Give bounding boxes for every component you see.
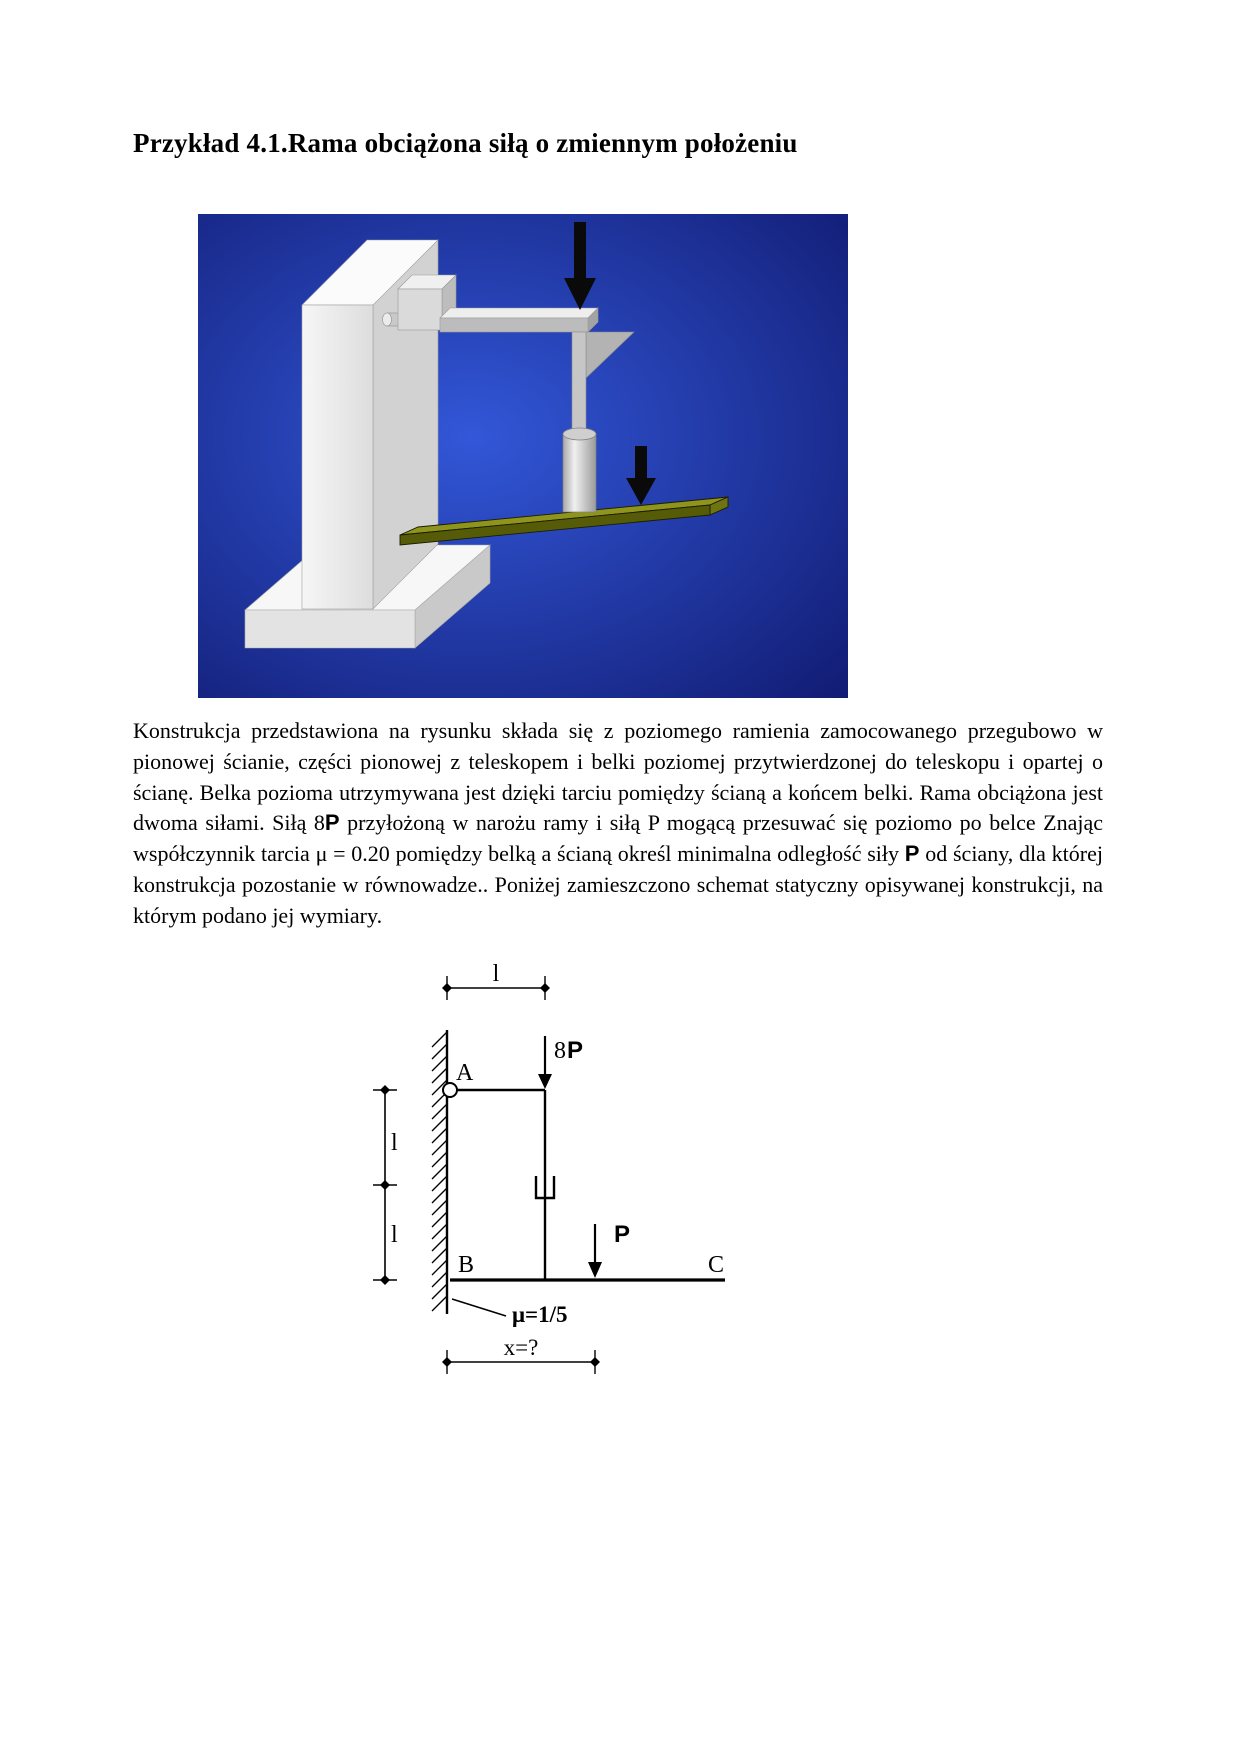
hatch-line xyxy=(432,1056,447,1071)
force-8p-symbol-label: P xyxy=(567,1037,584,1064)
paragraph-segment: Konstrukcja przedstawiona na rysunku składa się z poziomego ramienia zamocowanego przegubowo w pionowej ścianie, części pionowej z teleskopem i belki poziomej przytwierdzonej do teleskopu i opartej o ścianę. Belka pozioma utrzymywana jest dzięki tarciu pomiędzy ścianą a końcem belki. Rama obciążona jest dwoma siłami. Siłą 8 xyxy=(133,718,1103,836)
hatch-line xyxy=(432,1164,447,1179)
pin-support-icon xyxy=(443,1083,457,1097)
paragraph-segment: od ściany, dla której konstrukcja pozostanie w równowadze.. Poniżej zamieszczono schemat statyczny opisywanej konstrukcji, na którym podano jej wymiary. xyxy=(133,841,1103,928)
dim-top-label: l xyxy=(492,961,500,987)
hatch-line xyxy=(432,1068,447,1083)
cylinder-top xyxy=(563,428,596,440)
friction-leader-line xyxy=(452,1299,506,1316)
body-paragraph xyxy=(133,716,1103,932)
force-p-symbol-label: P xyxy=(614,1221,631,1248)
dim-left-lower-label: l xyxy=(391,1222,398,1248)
dimension-marker xyxy=(442,1357,452,1367)
hatch-line xyxy=(432,1104,447,1119)
hatch-line xyxy=(432,1248,447,1263)
vertical-rod xyxy=(572,332,586,438)
dimension-marker xyxy=(590,1357,600,1367)
dimension-left xyxy=(373,1085,397,1285)
hatch-line xyxy=(432,1128,447,1143)
dimension-marker xyxy=(380,1180,390,1190)
point-a-label: A xyxy=(456,1060,474,1086)
hatch-line xyxy=(432,1200,447,1215)
dimension-marker xyxy=(380,1275,390,1285)
arm-front-face xyxy=(440,318,588,332)
hatch-line xyxy=(432,1140,447,1155)
dimension-marker xyxy=(442,983,452,993)
hatch-line xyxy=(432,1272,447,1287)
dimension-marker xyxy=(540,983,550,993)
cylinder-body xyxy=(563,434,596,512)
force-symbol-p: P xyxy=(904,841,920,867)
point-c-label: C xyxy=(708,1252,725,1278)
wall-front-face xyxy=(302,305,373,609)
base-front-face xyxy=(245,610,415,648)
figure-3d-illustration xyxy=(198,214,848,698)
wall-hatching xyxy=(432,1032,447,1311)
telescope-cylinder xyxy=(563,428,596,512)
friction-label: μ=1/5 xyxy=(512,1302,568,1327)
hinge-pin-cap xyxy=(383,313,392,326)
hatch-line xyxy=(432,1044,447,1059)
distance-label: x=? xyxy=(503,1335,539,1360)
horizontal-arm xyxy=(440,308,598,332)
illustration-canvas xyxy=(198,214,848,698)
hatch-line xyxy=(432,1116,447,1131)
dim-left-upper-label: l xyxy=(391,1130,398,1156)
hatch-line xyxy=(432,1296,447,1311)
point-b-label: B xyxy=(458,1252,475,1278)
force-8p-coeff-label: 8 xyxy=(554,1038,566,1064)
schematic-canvas xyxy=(340,950,770,1395)
hatch-line xyxy=(432,1284,447,1299)
page-title: Przykład 4.1.Rama obciążona siłą o zmiennym położeniu xyxy=(133,128,798,158)
force-symbol-8p: P xyxy=(324,810,340,836)
figure-static-scheme xyxy=(340,950,770,1395)
paragraph-segment: przyłożoną w narożu ramy i siłą P mogącą przesuwać się poziomo po belce Znając współczynnik tarcia μ = 0.20 pomiędzy belką a ścianą określ minimalna odległość siły xyxy=(133,810,1103,867)
force-p-arrow-icon xyxy=(588,1224,602,1278)
force-8p-arrow-icon xyxy=(538,1036,552,1089)
hatch-line xyxy=(432,1212,447,1227)
hatch-line xyxy=(432,1260,447,1275)
hatch-line xyxy=(432,1152,447,1167)
hatch-line xyxy=(432,1188,447,1203)
hatch-line xyxy=(432,1224,447,1239)
hatch-line xyxy=(432,1176,447,1191)
hatch-line xyxy=(432,1236,447,1251)
hatch-line xyxy=(432,1032,447,1047)
dimension-marker xyxy=(380,1085,390,1095)
arm-top-face xyxy=(440,308,598,318)
bracket-front-face xyxy=(398,289,442,330)
